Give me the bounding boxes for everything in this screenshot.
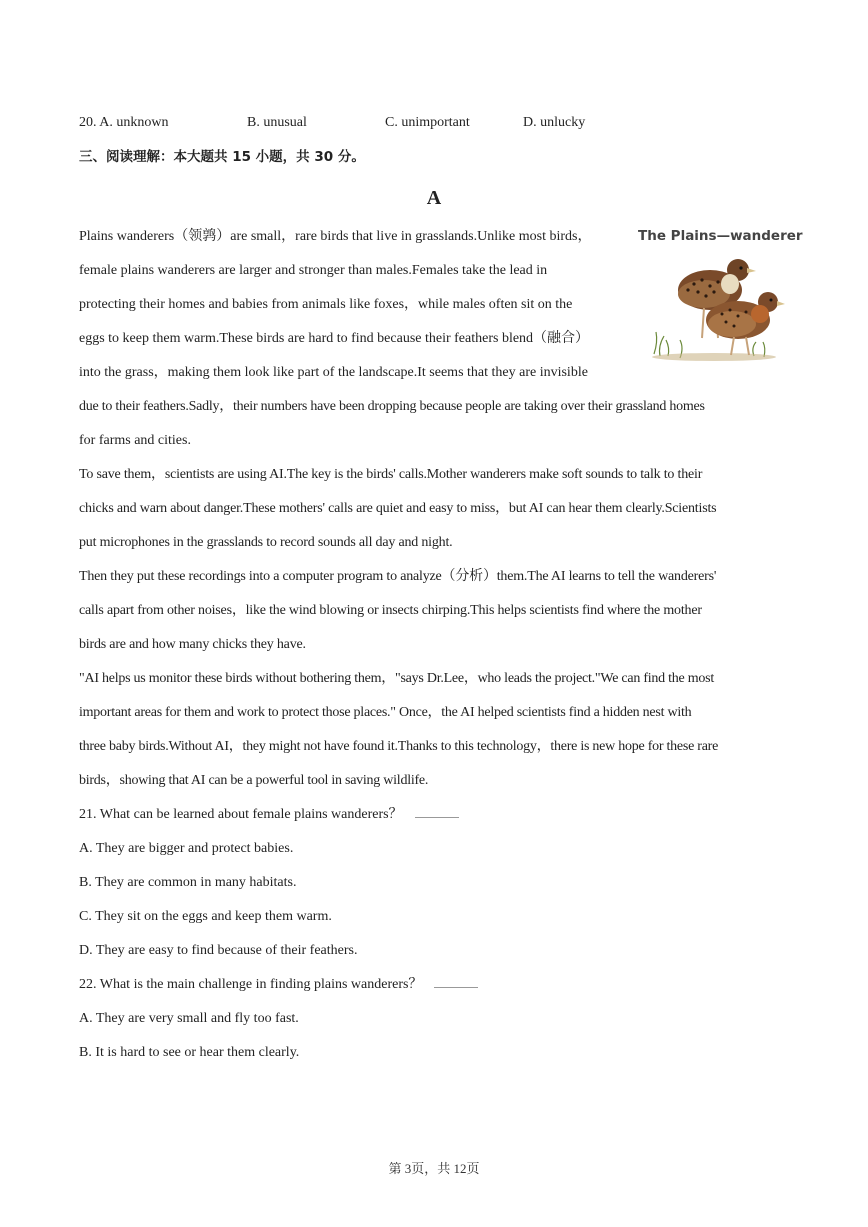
- q21-stem: [79, 798, 459, 832]
- q21-option: A. They are bigger and protect babies.: [79, 841, 294, 856]
- p3-line: Then they put these recordings into a computer program to analyze（分析）them.The AI learns to tell the wanderers': [79, 569, 717, 584]
- answer-blank[interactable]: [434, 973, 478, 988]
- passage-paragraph-1: [79, 220, 705, 458]
- q22-stem: [79, 968, 478, 1002]
- p1-line: Plains wanderers（领鹑）are small，rare birds that live in grasslands.Unlike most birds，: [79, 229, 592, 244]
- q21-option: D. They are easy to find because of their feathers.: [79, 943, 358, 958]
- p1-line: female plains wanderers are larger and stronger than males.Females take the lead in: [79, 263, 548, 278]
- page-footer: 第 3页，共 12页: [388, 1161, 480, 1176]
- p3-line: calls apart from other noises，like the wind blowing or insects chirping.This helps scientists find where the mother: [79, 603, 702, 618]
- p1-line: eggs to keep them warm.These birds are hard to find because their feathers blend（融合）: [79, 331, 590, 346]
- p1-line: into the grass，making them look like part of the landscape.It seems that they are invisible: [79, 365, 588, 380]
- q20-option-a: 20. A. unknown: [79, 115, 169, 130]
- p4-line: three baby birds.Without AI，they might not have found it.Thanks to this technology，there is new hope for these rare: [79, 739, 719, 754]
- question-22: [79, 968, 478, 1070]
- question-21: [79, 798, 459, 968]
- q20-option-b: B. unusual: [247, 115, 307, 130]
- passage-paragraph-3: [79, 560, 716, 662]
- answer-blank[interactable]: [415, 803, 459, 818]
- p2-line: To save them，scientists are using AI.The key is the birds' calls.Mother wanderers make soft sounds to talk to their: [79, 467, 703, 482]
- passage-paragraph-4: [79, 662, 718, 798]
- p2-line: chicks and warn about danger.These mothers' calls are quiet and easy to miss，but AI can hear them clearly.Scientists: [79, 501, 717, 516]
- q22-option: B. It is hard to see or hear them clearly.: [79, 1045, 300, 1060]
- p1-line: protecting their homes and babies from animals like foxes，while males often sit on the: [79, 297, 573, 312]
- q21-option: C. They sit on the eggs and keep them warm.: [79, 909, 332, 924]
- passage-paragraph-2: [79, 458, 716, 560]
- q20-option-c: C. unimportant: [385, 115, 470, 130]
- q22-stem-text: 22. What is the main challenge in finding plains wanderers？: [79, 977, 423, 992]
- q22-option: A. They are very small and fly too fast.: [79, 1011, 299, 1026]
- p1-line: for farms and cities.: [79, 433, 191, 448]
- p3-line: birds are and how many chicks they have.: [79, 637, 306, 652]
- figure-caption: The Plains—wanderer: [638, 228, 803, 244]
- p4-line: birds，showing that AI can be a powerful tool in saving wildlife.: [79, 773, 429, 788]
- section-heading: 三、阅读理解：本大题共 15 小题，共 30 分。: [79, 149, 365, 165]
- q21-stem-text: 21. What can be learned about female plains wanderers？: [79, 807, 403, 822]
- p4-line: "AI helps us monitor these birds without bothering them，"says Dr.Lee，who leads the project."We can find the most: [79, 671, 714, 686]
- p4-line: important areas for them and work to protect those places." Once，the AI helped scientists find a hidden nest with: [79, 705, 692, 720]
- p2-line: put microphones in the grasslands to record sounds all day and night.: [79, 535, 453, 550]
- q21-option: B. They are common in many habitats.: [79, 875, 297, 890]
- question-20-options: [79, 114, 779, 132]
- q20-option-d: D. unlucky: [523, 115, 586, 130]
- passage-title: A: [426, 187, 442, 209]
- p1-line: due to their feathers.Sadly，their numbers have been dropping because people are taking over their grassland homes: [79, 399, 705, 414]
